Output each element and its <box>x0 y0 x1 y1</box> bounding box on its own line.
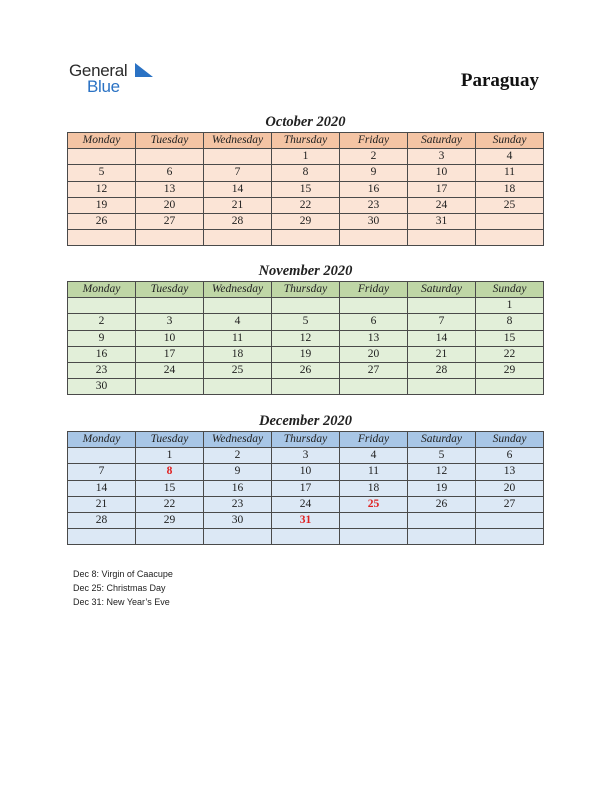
day-cell: 6 <box>136 165 204 181</box>
day-cell: 28 <box>408 362 476 378</box>
day-cell: 4 <box>340 448 408 464</box>
day-cell: 12 <box>272 330 340 346</box>
day-cell: 11 <box>340 464 408 480</box>
weekday-header: Saturday <box>408 282 476 298</box>
day-cell: 12 <box>68 181 136 197</box>
holiday-note: Dec 8: Virgin of Caacupe <box>73 569 173 579</box>
day-cell: 8 <box>272 165 340 181</box>
day-cell: 27 <box>136 213 204 229</box>
country-title: Paraguay <box>460 70 539 91</box>
day-cell: 20 <box>340 346 408 362</box>
weekday-header: Thursday <box>272 432 340 448</box>
day-cell <box>272 529 340 545</box>
week-row <box>68 165 544 181</box>
month-title: October 2020 <box>265 114 346 130</box>
day-cell: 13 <box>476 464 544 480</box>
week-row <box>68 149 544 165</box>
holiday-notes <box>73 567 173 609</box>
day-cell <box>272 230 340 246</box>
weekday-header-row <box>68 432 544 448</box>
day-cell <box>204 298 272 314</box>
day-cell: 7 <box>204 165 272 181</box>
day-cell <box>204 149 272 165</box>
day-cell: 3 <box>136 314 204 330</box>
day-cell <box>476 213 544 229</box>
week-row <box>68 464 544 480</box>
day-cell: 2 <box>204 448 272 464</box>
week-row <box>68 346 544 362</box>
day-cell: 2 <box>340 149 408 165</box>
day-cell: 25 <box>476 197 544 213</box>
day-cell: 3 <box>272 448 340 464</box>
weekday-header-row <box>68 133 544 149</box>
day-cell: 14 <box>204 181 272 197</box>
day-cell: 27 <box>476 496 544 512</box>
day-cell: 22 <box>272 197 340 213</box>
weekday-header: Friday <box>340 432 408 448</box>
weekday-header: Thursday <box>272 282 340 298</box>
day-cell <box>340 512 408 528</box>
weekday-header: Friday <box>340 282 408 298</box>
day-cell <box>136 379 204 395</box>
day-cell <box>136 298 204 314</box>
day-cell: 16 <box>68 346 136 362</box>
week-row <box>68 298 544 314</box>
weekday-header: Sunday <box>476 282 544 298</box>
day-cell: 17 <box>136 346 204 362</box>
week-row <box>68 230 544 246</box>
day-cell: 28 <box>204 213 272 229</box>
day-cell: 24 <box>136 362 204 378</box>
day-cell: 19 <box>408 480 476 496</box>
calendar-table <box>67 132 544 246</box>
holiday-day-cell: 8 <box>136 464 204 480</box>
day-cell: 19 <box>272 346 340 362</box>
holiday-day-cell: 25 <box>340 496 408 512</box>
day-cell: 21 <box>68 496 136 512</box>
day-cell: 1 <box>136 448 204 464</box>
day-cell: 16 <box>204 480 272 496</box>
month-title: December 2020 <box>258 413 352 429</box>
day-cell <box>204 230 272 246</box>
day-cell: 15 <box>476 330 544 346</box>
week-row <box>68 362 544 378</box>
day-cell: 19 <box>68 197 136 213</box>
day-cell <box>476 379 544 395</box>
day-cell: 11 <box>476 165 544 181</box>
weekday-header: Saturday <box>408 432 476 448</box>
weekday-header: Tuesday <box>136 282 204 298</box>
day-cell: 18 <box>340 480 408 496</box>
weekday-header: Wednesday <box>204 282 272 298</box>
day-cell <box>476 512 544 528</box>
day-cell <box>136 149 204 165</box>
week-row <box>68 480 544 496</box>
day-cell: 29 <box>136 512 204 528</box>
day-cell: 10 <box>272 464 340 480</box>
month-november <box>67 261 544 395</box>
day-cell: 14 <box>68 480 136 496</box>
day-cell: 9 <box>204 464 272 480</box>
day-cell: 21 <box>204 197 272 213</box>
day-cell: 26 <box>68 213 136 229</box>
day-cell: 4 <box>204 314 272 330</box>
day-cell <box>68 448 136 464</box>
day-cell: 7 <box>408 314 476 330</box>
day-cell: 17 <box>272 480 340 496</box>
day-cell <box>68 529 136 545</box>
day-cell: 29 <box>272 213 340 229</box>
day-cell: 15 <box>272 181 340 197</box>
weekday-header: Monday <box>68 282 136 298</box>
day-cell: 2 <box>68 314 136 330</box>
weekday-header: Tuesday <box>136 133 204 149</box>
day-cell <box>476 529 544 545</box>
day-cell: 23 <box>68 362 136 378</box>
logo-triangle-icon <box>135 63 153 77</box>
day-cell: 11 <box>204 330 272 346</box>
weekday-header: Monday <box>68 432 136 448</box>
day-cell <box>408 379 476 395</box>
day-cell: 20 <box>476 480 544 496</box>
week-row <box>68 330 544 346</box>
day-cell <box>340 529 408 545</box>
logo <box>69 60 169 98</box>
day-cell: 1 <box>476 298 544 314</box>
weekday-header: Tuesday <box>136 432 204 448</box>
day-cell <box>408 298 476 314</box>
weekday-header: Friday <box>340 133 408 149</box>
day-cell: 28 <box>68 512 136 528</box>
holiday-day-cell: 31 <box>272 512 340 528</box>
week-row <box>68 213 544 229</box>
day-cell: 4 <box>476 149 544 165</box>
weekday-header: Thursday <box>272 133 340 149</box>
day-cell: 31 <box>408 213 476 229</box>
day-cell: 22 <box>136 496 204 512</box>
day-cell <box>68 230 136 246</box>
day-cell: 24 <box>272 496 340 512</box>
day-cell: 26 <box>408 496 476 512</box>
day-cell: 5 <box>272 314 340 330</box>
day-cell: 30 <box>340 213 408 229</box>
day-cell: 22 <box>476 346 544 362</box>
logo-general-text: General <box>69 61 128 80</box>
day-cell: 9 <box>340 165 408 181</box>
weekday-header-row <box>68 282 544 298</box>
day-cell <box>136 529 204 545</box>
day-cell <box>408 529 476 545</box>
week-row <box>68 529 544 545</box>
day-cell: 15 <box>136 480 204 496</box>
day-cell: 5 <box>68 165 136 181</box>
day-cell: 29 <box>476 362 544 378</box>
day-cell <box>204 529 272 545</box>
weekday-header: Wednesday <box>204 133 272 149</box>
day-cell: 9 <box>68 330 136 346</box>
day-cell: 26 <box>272 362 340 378</box>
holiday-note: Dec 31: New Year’s Eve <box>73 597 170 607</box>
day-cell <box>272 379 340 395</box>
day-cell: 20 <box>136 197 204 213</box>
day-cell <box>136 230 204 246</box>
day-cell <box>204 379 272 395</box>
day-cell: 23 <box>204 496 272 512</box>
month-october <box>67 112 544 246</box>
day-cell: 18 <box>476 181 544 197</box>
week-row <box>68 314 544 330</box>
calendar-table <box>67 281 544 395</box>
day-cell: 3 <box>408 149 476 165</box>
day-cell: 21 <box>408 346 476 362</box>
weekday-header: Wednesday <box>204 432 272 448</box>
day-cell: 10 <box>136 330 204 346</box>
weekday-header: Saturday <box>408 133 476 149</box>
week-row <box>68 448 544 464</box>
week-row <box>68 379 544 395</box>
day-cell: 18 <box>204 346 272 362</box>
weekday-header: Sunday <box>476 432 544 448</box>
month-december <box>67 411 544 545</box>
day-cell <box>408 230 476 246</box>
holiday-note: Dec 25: Christmas Day <box>73 583 166 593</box>
day-cell: 8 <box>476 314 544 330</box>
calendar-table <box>67 431 544 545</box>
day-cell <box>340 230 408 246</box>
day-cell <box>68 298 136 314</box>
day-cell: 16 <box>340 181 408 197</box>
day-cell: 14 <box>408 330 476 346</box>
day-cell: 23 <box>340 197 408 213</box>
weekday-header: Monday <box>68 133 136 149</box>
day-cell <box>68 149 136 165</box>
day-cell: 1 <box>272 149 340 165</box>
week-row <box>68 181 544 197</box>
day-cell: 30 <box>68 379 136 395</box>
month-title: November 2020 <box>258 263 353 279</box>
logo-blue-text: Blue <box>87 77 120 96</box>
day-cell <box>272 298 340 314</box>
day-cell: 10 <box>408 165 476 181</box>
week-row <box>68 512 544 528</box>
week-row <box>68 496 544 512</box>
day-cell <box>340 298 408 314</box>
day-cell: 13 <box>340 330 408 346</box>
day-cell <box>476 230 544 246</box>
day-cell <box>408 512 476 528</box>
day-cell: 13 <box>136 181 204 197</box>
day-cell: 24 <box>408 197 476 213</box>
day-cell: 12 <box>408 464 476 480</box>
day-cell: 5 <box>408 448 476 464</box>
day-cell <box>340 379 408 395</box>
weekday-header: Sunday <box>476 133 544 149</box>
day-cell: 17 <box>408 181 476 197</box>
day-cell: 6 <box>340 314 408 330</box>
day-cell: 7 <box>68 464 136 480</box>
day-cell: 30 <box>204 512 272 528</box>
day-cell: 25 <box>204 362 272 378</box>
day-cell: 27 <box>340 362 408 378</box>
day-cell: 6 <box>476 448 544 464</box>
week-row <box>68 197 544 213</box>
